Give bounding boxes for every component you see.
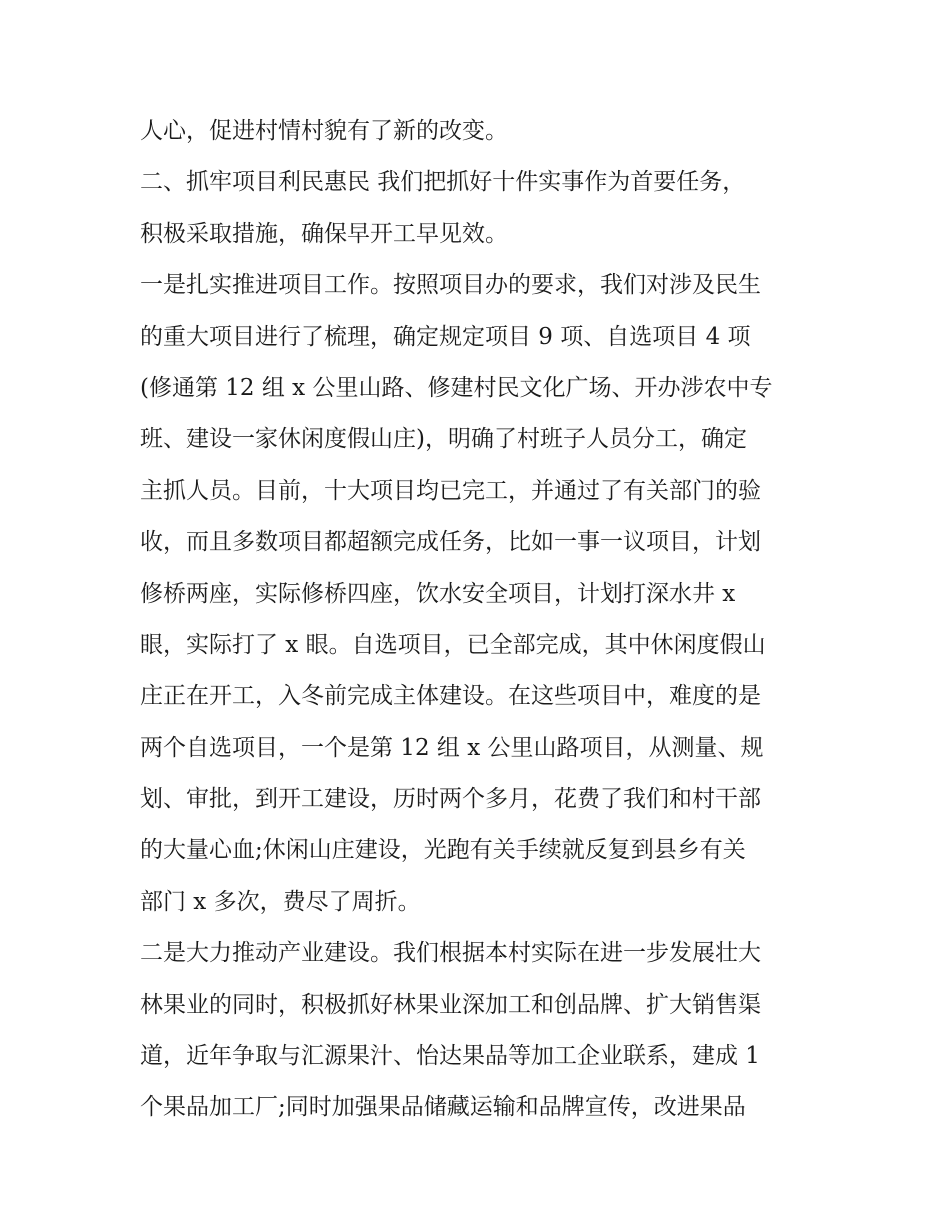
text-line: 收，而且多数项目都超额完成任务，比如一事一议项目，计划 (140, 529, 761, 556)
text-line: 划、审批，到开工建设，历时两个多月，花费了我们和村干部 (140, 786, 761, 813)
text-line: 林果业的同时，积极抓好林果业深加工和创品牌、扩大销售渠 (140, 991, 761, 1018)
text-line: 积极采取措施，确保早开工早见效。 (140, 220, 508, 247)
body-text (140, 106, 820, 1134)
section-heading-line: 二、抓牢项目利民惠民 我们把抓好十件实事作为首要任务， (140, 169, 746, 196)
text-line: (修通第 12 组 x 公里山路、修建村民文化广场、开办涉农中专 (140, 374, 773, 401)
text-line: 班、建设一家休闲度假山庄)，明确了村班子人员分工，确定 (140, 426, 747, 453)
text-line: 二是大力推动产业建设。我们根据本村实际在进一步发展壮大 (140, 940, 761, 967)
text-line: 个果品加工厂;同时加强果品储藏运输和品牌宣传，改进果品 (140, 1094, 746, 1121)
text-line: 修桥两座，实际修桥四座，饮水安全项目，计划打深水井 x (140, 580, 736, 607)
text-line: 人心，促进村情村貌有了新的改变。 (140, 118, 508, 144)
text-line: 的大量心血;休闲山庄建设，光跑有关手续就反复到县乡有关 (140, 837, 746, 864)
text-line: 主抓人员。目前，十大项目均已完工，并通过了有关部门的验 (140, 477, 761, 504)
text-line: 的重大项目进行了梳理，确定规定项目 9 项、自选项目 4 项 (140, 323, 751, 350)
text-line: 两个自选项目，一个是第 12 组 x 公里山路项目，从测量、规 (140, 734, 764, 761)
text-line: 部门 x 多次，费尽了周折。 (140, 888, 421, 915)
text-line: 眼，实际打了 x 眼。自选项目，已全部完成，其中休闲度假山 (140, 631, 766, 658)
text-line: 道，近年争取与汇源果汁、怡达果品等加工企业联系，建成 1 (140, 1043, 760, 1070)
text-line: 一是扎实推进项目工作。按照项目办的要求，我们对涉及民生 (140, 272, 761, 299)
text-line: 庄正在开工，入冬前完成主体建设。在这些项目中，难度的是 (140, 683, 761, 710)
